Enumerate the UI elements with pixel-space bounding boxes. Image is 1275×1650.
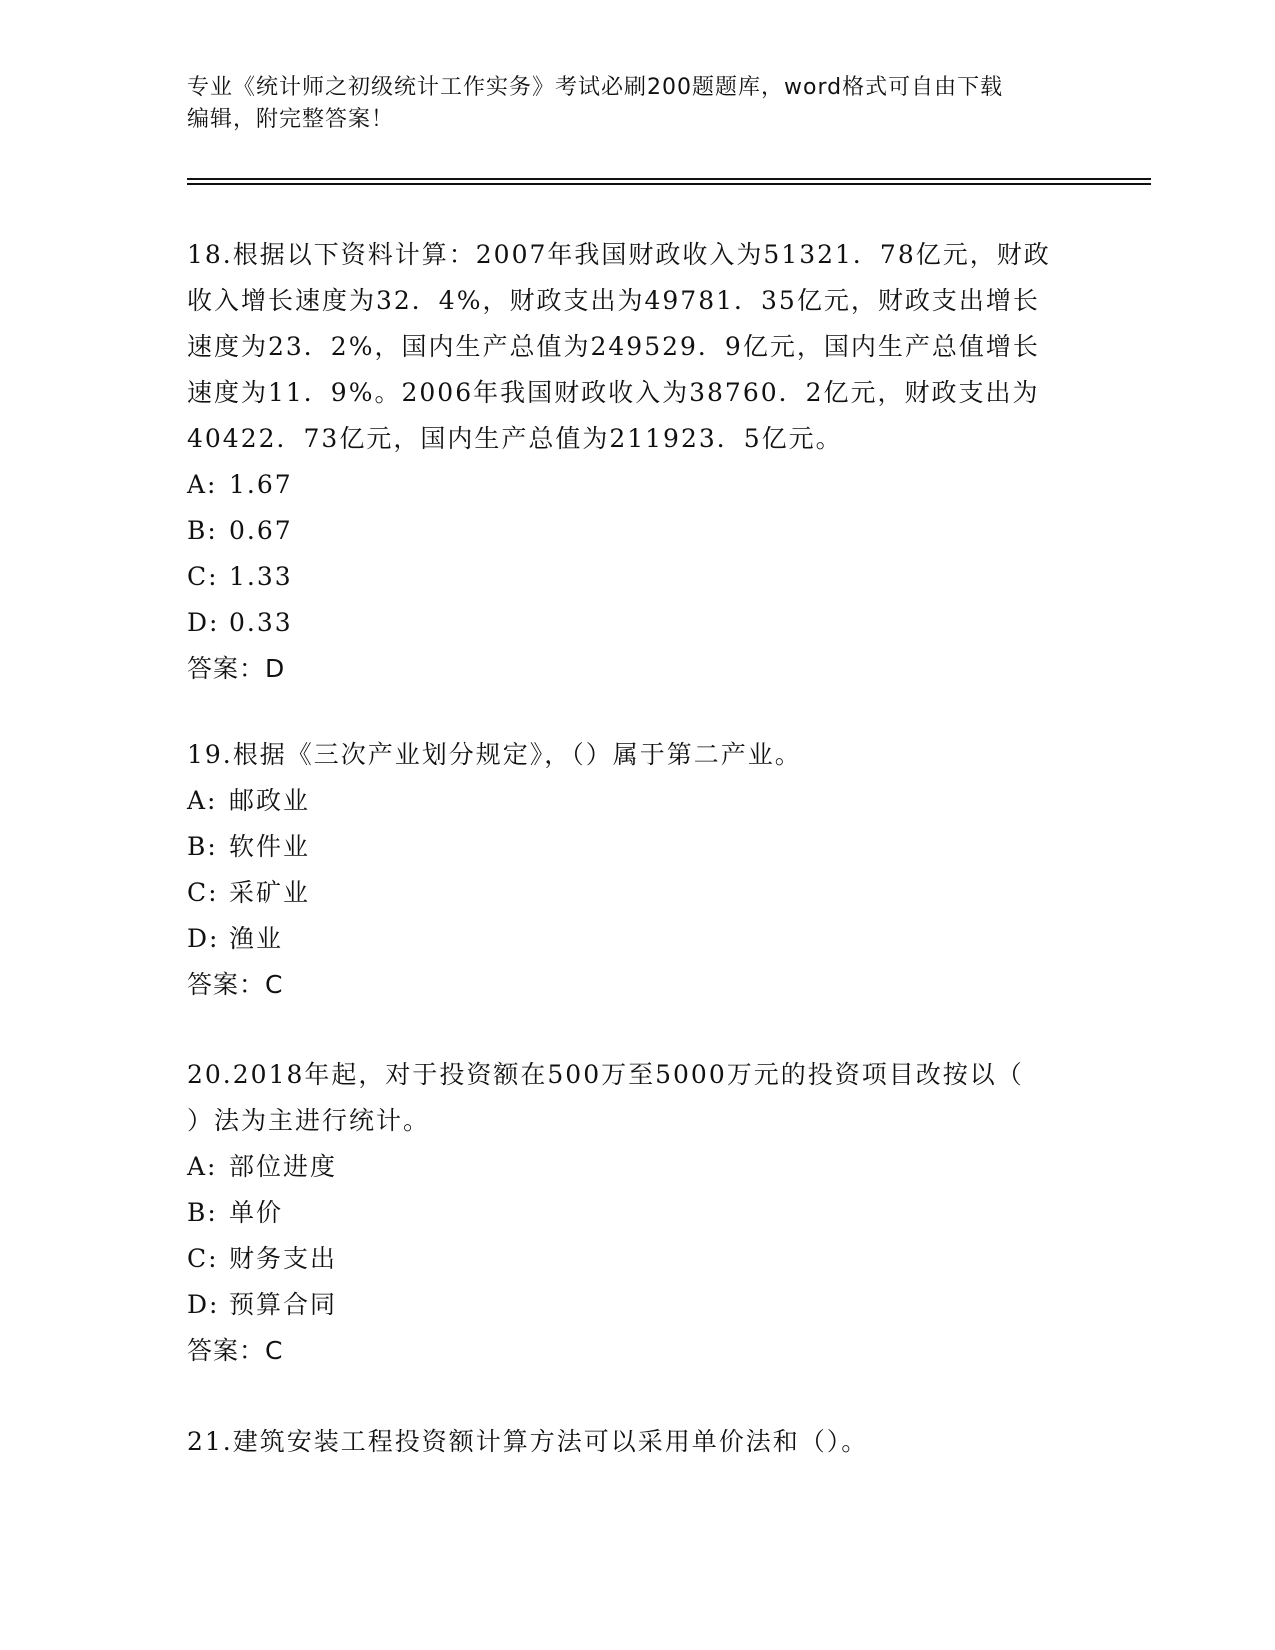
option-letter: D: [187, 924, 220, 953]
option-letter: D: [187, 1290, 220, 1319]
option-letter: C: [187, 562, 219, 591]
option-text: 预算合同 [229, 1290, 338, 1319]
option-a [187, 1144, 1087, 1190]
option-text: 1.67 [229, 470, 293, 499]
question-text-line: 收入增长速度为32．4%，财政支出为49781．35亿元，财政支出增长 [187, 286, 1040, 315]
option-text: 单价 [229, 1198, 284, 1227]
question-18 [187, 232, 1087, 692]
option-text: 1.33 [229, 562, 293, 591]
option-text: 采矿业 [229, 878, 311, 907]
option-text: 财务支出 [229, 1244, 338, 1273]
option-b [187, 824, 1087, 870]
question-text-line: 20.2018年起，对于投资额在500万至5000万元的投资项目改按以（ [187, 1060, 1024, 1089]
option-letter: A: [187, 1152, 218, 1181]
option-text: 0.67 [229, 516, 293, 545]
option-b [187, 1190, 1087, 1236]
option-letter: A: [187, 470, 218, 499]
option-text: 邮政业 [229, 786, 311, 815]
header-title-line-1: 专业《统计师之初级统计工作实务》考试必刷200题题库，word格式可自由下载 [187, 75, 1004, 100]
document-header [187, 72, 1087, 136]
option-letter: C: [187, 1244, 219, 1273]
question-text-line: ）法为主进行统计。 [187, 1106, 431, 1135]
question-text-line: 速度为11．9%。2006年我国财政收入为38760．2亿元，财政支出为 [187, 378, 1040, 407]
option-text: 软件业 [229, 832, 311, 861]
question-20 [187, 1052, 1087, 1374]
option-c [187, 554, 1087, 600]
answer-line: 答案：D [187, 654, 286, 683]
header-divider-bottom [187, 183, 1151, 185]
option-letter: D: [187, 608, 220, 637]
option-d [187, 600, 1087, 646]
option-text: 部位进度 [229, 1152, 338, 1181]
question-19 [187, 732, 1087, 1008]
option-letter: C: [187, 878, 219, 907]
option-letter: B: [187, 832, 218, 861]
question-text-line: 18.根据以下资料计算：2007年我国财政收入为51321．78亿元，财政 [187, 240, 1051, 269]
option-text: 渔业 [229, 924, 284, 953]
option-c [187, 1236, 1087, 1282]
option-d [187, 1282, 1087, 1328]
option-text: 0.33 [229, 608, 293, 637]
header-title-line-2: 编辑，附完整答案！ [187, 107, 395, 132]
question-text-line: 40422．73亿元，国内生产总值为211923．5亿元。 [187, 424, 843, 453]
option-letter: A: [187, 786, 218, 815]
answer-line: 答案：C [187, 1336, 284, 1365]
question-text-line: 21.建筑安装工程投资额计算方法可以采用单价法和（）。 [187, 1427, 869, 1456]
answer-line: 答案：C [187, 970, 284, 999]
option-d [187, 916, 1087, 962]
header-divider-top [187, 178, 1151, 180]
option-letter: B: [187, 1198, 218, 1227]
option-letter: B: [187, 516, 218, 545]
option-b [187, 508, 1087, 554]
question-text-line: 19.根据《三次产业划分规定》，（）属于第二产业。 [187, 740, 802, 769]
question-text-line: 速度为23．2%，国内生产总值为249529．9亿元，国内生产总值增长 [187, 332, 1040, 361]
option-a [187, 778, 1087, 824]
option-c [187, 870, 1087, 916]
question-21 [187, 1419, 1087, 1465]
option-a [187, 462, 1087, 508]
